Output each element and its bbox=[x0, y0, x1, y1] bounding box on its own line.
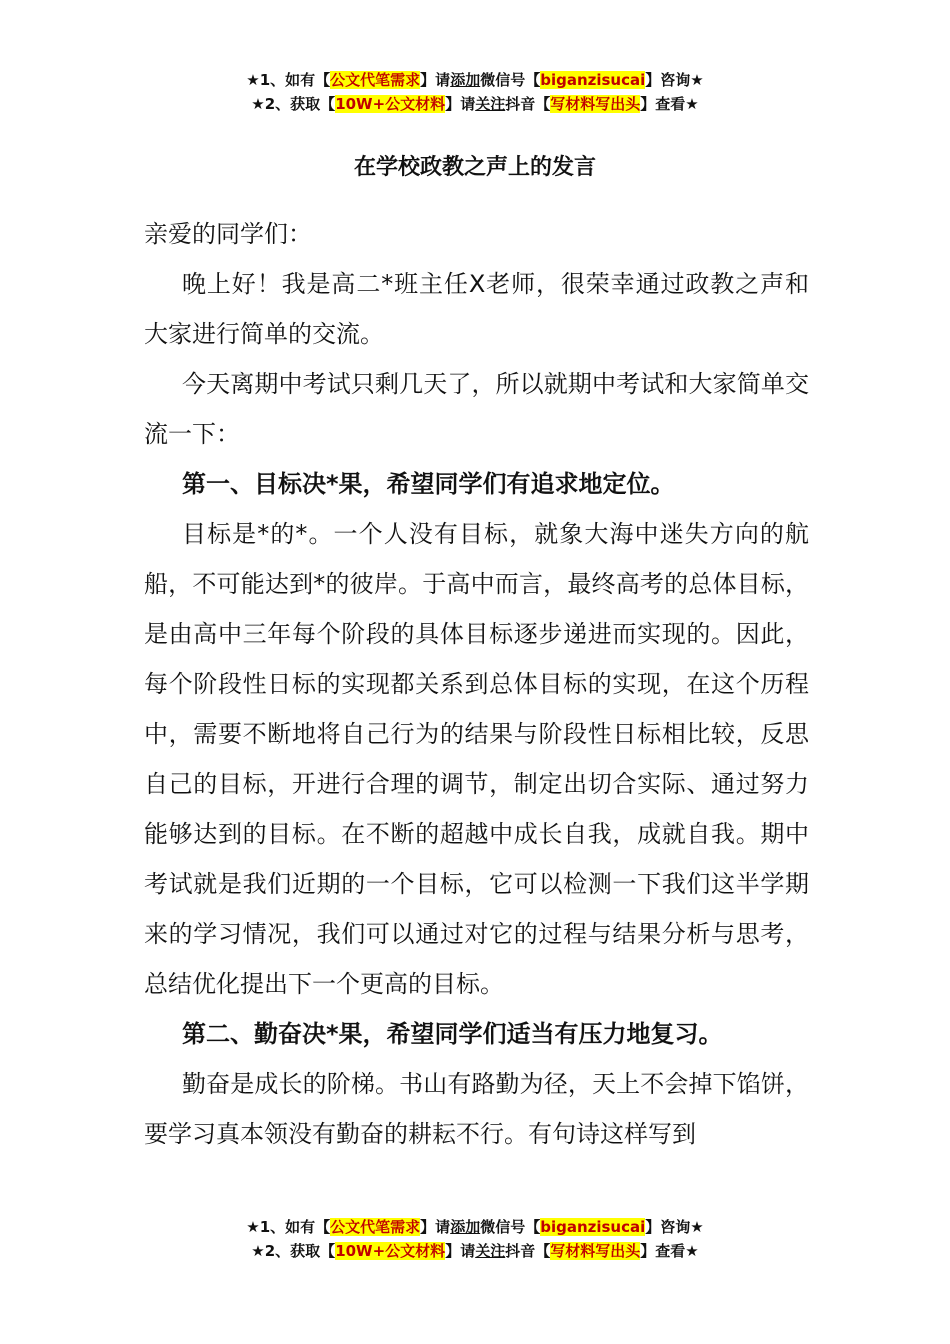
banner-text: 抖音【 bbox=[505, 1242, 551, 1260]
banner-text: 】请 bbox=[420, 71, 451, 89]
section-heading: 第二、勤奋决*果，希望同学们适当有压力地复习。 bbox=[182, 1020, 723, 1048]
document-body bbox=[144, 209, 809, 1159]
banner-text: 】咨询★ bbox=[645, 1218, 704, 1236]
banner-text: 】请 bbox=[445, 95, 476, 113]
highlight-text: 公文代笔需求 bbox=[330, 1218, 421, 1236]
document-title: 在学校政教之声上的发言 bbox=[353, 155, 596, 180]
footer-banner bbox=[0, 1215, 950, 1263]
emphasis-text: 关注 bbox=[475, 95, 506, 113]
highlight-text: 公文代笔需求 bbox=[330, 71, 421, 89]
banner-text: 】查看★ bbox=[640, 95, 699, 113]
banner-line-1 bbox=[0, 68, 950, 92]
section-heading: 第一、目标决*果，希望同学们有追求地定位。 bbox=[182, 470, 675, 498]
banner-text: 】请 bbox=[420, 1218, 451, 1236]
highlight-text: 10W+公文材料 bbox=[335, 1242, 446, 1260]
paragraph: 今天离期中考试只剩几天了，所以就期中考试和大家简单交流一下： bbox=[144, 370, 809, 448]
banner-line-1 bbox=[0, 1215, 950, 1239]
salutation: 亲爱的同学们： bbox=[144, 220, 312, 248]
paragraph: 目标是*的*。一个人没有目标，就象大海中迷失方向的航船，不可能达到*的彼岸。于高中而言，最终高考的总体目标，是由高中三年每个阶段的具体目标逐步递进而实现的。因此，每个阶段性日标的实现都关系到总体目标的实现，在这个历程中，需要不断地将自己行为的结果与阶段性日标相比较，反思自己的目标，开进行合理的调节，制定出切合实际、通过努力能够达到的目标。在不断的超越中成长自我，成就自我。期中考试就是我们近期的一个目标，它可以检测一下我们这半学期来的学习情况，我们可以通过对它的过程与结果分析与思考，总结优化提出下一个更高的目标。 bbox=[144, 520, 809, 998]
banner-text: ★1、如有【 bbox=[246, 71, 331, 89]
banner-line-2 bbox=[0, 92, 950, 116]
banner-text: ★1、如有【 bbox=[246, 1218, 331, 1236]
highlight-text: 写材料写出头 bbox=[550, 1242, 641, 1260]
banner-line-2 bbox=[0, 1239, 950, 1263]
highlight-text: biganzisucai bbox=[540, 1218, 646, 1236]
header-banner bbox=[0, 68, 950, 116]
emphasis-text: 关注 bbox=[475, 1242, 506, 1260]
banner-text: ★2、获取【 bbox=[251, 1242, 336, 1260]
banner-text: 抖音【 bbox=[505, 95, 551, 113]
highlight-text: 10W+公文材料 bbox=[335, 95, 446, 113]
banner-text: 】咨询★ bbox=[645, 71, 704, 89]
emphasis-text: 添加 bbox=[450, 71, 481, 89]
highlight-text: biganzisucai bbox=[540, 71, 646, 89]
emphasis-text: 添加 bbox=[450, 1218, 481, 1236]
banner-text: 微信号【 bbox=[480, 1218, 541, 1236]
banner-text: ★2、获取【 bbox=[251, 95, 336, 113]
banner-text: 】查看★ bbox=[640, 1242, 699, 1260]
banner-text: 微信号【 bbox=[480, 71, 541, 89]
paragraph: 晚上好！我是高二*班主任X老师，很荣幸通过政教之声和大家进行简单的交流。 bbox=[144, 270, 809, 348]
paragraph: 勤奋是成长的阶梯。书山有路勤为径，天上不会掉下馅饼，要学习真本领没有勤奋的耕耘不行。有句诗这样写到 bbox=[144, 1070, 809, 1148]
banner-text: 】请 bbox=[445, 1242, 476, 1260]
highlight-text: 写材料写出头 bbox=[550, 95, 641, 113]
